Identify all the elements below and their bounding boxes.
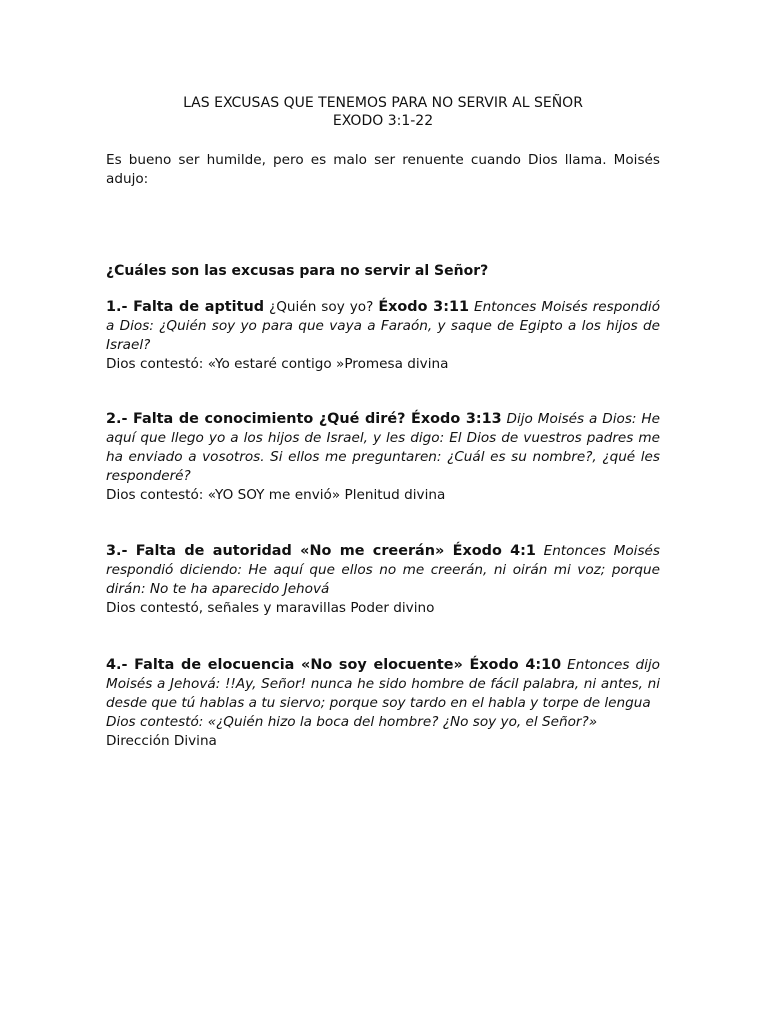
excuse-1-heading: 1.- Falta de aptitud	[106, 299, 265, 315]
excuse-2-heading: 2.- Falta de conocimiento ¿Qué diré? Éxodo 3:13	[106, 411, 502, 427]
excuse-3-verse: Entonces Moisés respondió diciendo: He aquí que ellos no me creerán, ni oirán mi voz; porque dirán: No te ha aparecido Jehová	[106, 543, 660, 597]
excuse-1-answer: Dios contestó: «Yo estaré contigo »Promesa divina	[106, 356, 449, 372]
excuse-4-answer: Dirección Divina	[106, 733, 217, 749]
excuse-2-answer: Dios contestó: «YO SOY me envió» Plenitud divina	[106, 487, 446, 503]
excuse-1-verse: Entonces Moisés respondió a Dios: ¿Quién soy yo para que vaya a Faraón, y saque de Egipto a los hijos de Israel?	[106, 299, 661, 353]
excuse-4-divine-answer: Dios contestó: «¿Quién hizo la boca del hombre? ¿No soy yo, el Señor?»	[106, 714, 598, 730]
excuse-1-quote: ¿Quién soy yo?	[264, 299, 379, 315]
excuse-1-reference: Éxodo 3:11	[378, 299, 469, 315]
excuse-3-answer: Dios contestó, señales y maravillas Poder divino	[106, 600, 435, 616]
excuse-4-verse: Entonces dijo Moisés a Jehová: !!Ay, Señor! nunca he sido hombre de fácil palabra, ni antes, ni desde que tú hablas a tu siervo; porque soy tardo en el habla y torpe de lengua	[106, 657, 660, 711]
document-title: LAS EXCUSAS QUE TENEMOS PARA NO SERVIR AL SEÑOR	[183, 95, 583, 111]
excuse-item-4	[106, 656, 660, 751]
excuse-4-heading: 4.- Falta de elocuencia «No soy elocuente» Éxodo 4:10	[106, 657, 562, 673]
excuse-2-verse: Dijo Moisés a Dios: He aquí que llego yo a los hijos de Israel, y les digo: El Dios de vuestros padres me ha enviado a vosotros. Si ellos me preguntaren: ¿Cuál es su nombre?, ¿qué les responderé?	[106, 411, 660, 484]
excuse-1-paragraph	[106, 298, 660, 355]
excuse-2-paragraph	[106, 410, 660, 486]
excuse-3-heading: 3.- Falta de autoridad «No me creerán» Éxodo 4:1	[106, 543, 536, 559]
document-subtitle-reference: EXODO 3:1-22	[332, 113, 434, 129]
section-question-heading: ¿Cuáles son las excusas para no servir al Señor?	[106, 263, 489, 279]
intro-paragraph: Es bueno ser humilde, pero es malo ser renuente cuando Dios llama. Moisés adujo:	[106, 152, 660, 187]
excuse-item-1	[106, 298, 660, 374]
excuse-4-paragraph	[106, 656, 660, 713]
excuse-item-2	[106, 410, 660, 505]
excuse-item-3	[106, 542, 660, 618]
excuse-3-paragraph	[106, 542, 660, 599]
